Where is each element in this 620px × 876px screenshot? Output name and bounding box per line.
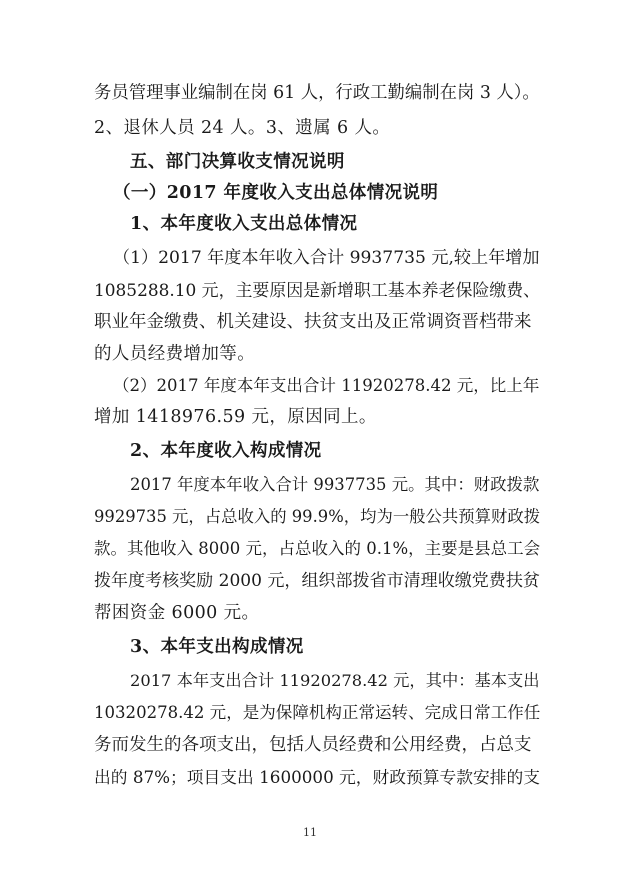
- paragraph-line: 2017 本年支出合计 11920278.42 元，其中：基本支出: [130, 671, 540, 690]
- paragraph-line: 职业年金缴费、机关建设、扶贫支出及正常调资晋档带来: [94, 312, 532, 332]
- paragraph-line: 2017 年度本年收入合计 9937735 元。其中：财政拨款: [130, 475, 540, 494]
- section-heading: 五、部门决算收支情况说明: [130, 152, 345, 172]
- subsection-heading: 3、本年支出构成情况: [130, 637, 304, 657]
- paragraph-line: 帮困资金 6000 元。: [94, 603, 260, 623]
- paragraph-line: 2、退休人员 24 人。3、遗属 6 人。: [94, 118, 391, 138]
- paragraph-line: （2）2017 年度本年支出合计 11920278.42 元，比上年: [113, 376, 540, 395]
- paragraph-line: 拨年度考核奖励 2000 元，组织部拨省市清理收缴党费扶贫: [94, 571, 540, 591]
- paragraph-line: 9929735 元，占总收入的 99.9%，均为一般公共预算财政拨: [94, 507, 541, 526]
- paragraph-line: 务员管理事业编制在岗 61 人，行政工勤编制在岗 3 人）。: [94, 83, 540, 103]
- page-number: 11: [303, 826, 317, 839]
- paragraph-line: 务而发生的各项支出，包括人员经费和公用经费，占总支: [94, 735, 532, 755]
- paragraph-line: 出的 87%；项目支出 1600000 元，财政预算专款安排的支: [94, 767, 541, 787]
- paragraph-line: 1085288.10 元，主要原因是新增职工基本养老保险缴费、: [94, 280, 541, 300]
- subsection-heading: 1、本年度收入支出总体情况: [130, 214, 358, 234]
- paragraph-line: 增加 1418976.59 元，原因同上。: [94, 407, 377, 427]
- paragraph-line: 10320278.42 元，是为保障机构正常运转、完成日常工作任: [94, 703, 541, 722]
- subsection-heading: 2、本年度收入构成情况: [130, 441, 322, 461]
- paragraph-line: 的人员经费增加等。: [94, 344, 256, 364]
- subsection-heading: （一）2017 年度收入支出总体情况说明: [113, 183, 439, 203]
- paragraph-line: 款。其他收入 8000 元，占总收入的 0.1%，主要是县总工会: [94, 539, 541, 558]
- paragraph-line: （1）2017 年度本年收入合计 9937735 元,较上年增加: [113, 248, 540, 268]
